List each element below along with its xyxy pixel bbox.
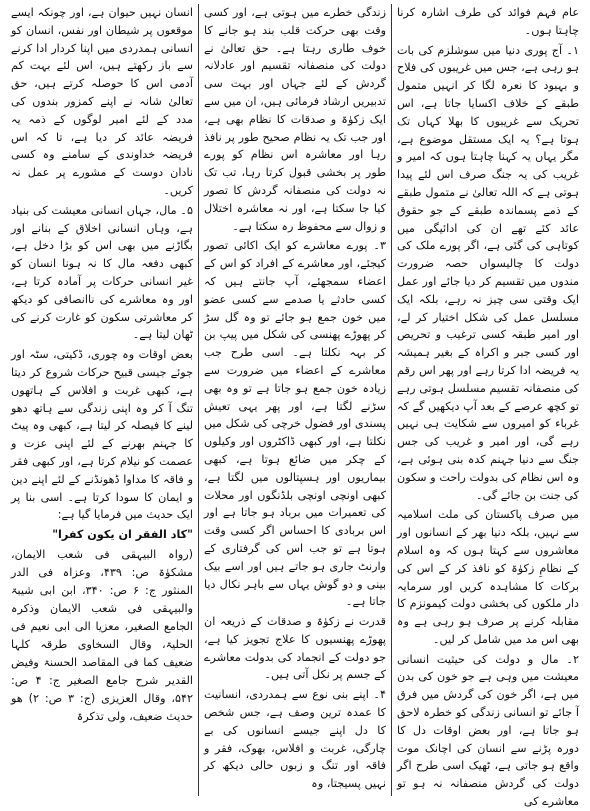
paragraph: میں صرف پاکستان کی ملت اسلامیہ سے نہیں، بلکہ دنیا بھر کے انسانوں اور معاشروں سے کہتا ہوں کہ وہ اسلام کے نظامِ زکوٰۃ کو نافذ کر کے اس کی برکات کا مشاہدہ کریں اور سرمایہ دار ملکوں کی بخشی دولت کیمونزم کا مقابلہ کرنے پر صرف ہو رہی ہے وہ بھی اس مد میں شامل کر لیں۔	[397, 508, 579, 646]
hadith-quote: "کاد الفقر ان یکون کفرا"	[52, 528, 193, 542]
paragraph: بعض اوقات وہ چوری، ڈکیتی، سٹہ اور جوئے جیسی قبیح حرکات شروع کر دیتا ہے، کبھی غربت و افلاس کے ہاتھوں تنگ آ کر وہ اپنی زندگی سے ہاتھ دھو لینے کا فیصلہ کر لیتا ہے، کبھی وہ پیٹ کا جہنم بھرنے کے لئے اپنی عزت و عصمت کو نیلام کرتا ہے، اور کبھی فقر و فاقہ کا مداوا ڈھونڈنے کے لئے اپنے دین و ایمان کا سودا کرتا ہے۔ اسی بنا پر ایک حدیث میں فرمایا گیا ہے:	[11, 348, 193, 522]
paragraph: ۲۔ مال و دولت کی حیثیت انسانی معیشت میں وہی ہے جو خون کی بدن میں ہے، اگر خون کی گردش میں فرق آ جائے تو انسانی زندگی کو خطرہ لاحق ہو جاتا ہے، اور بعض اوقات دل کا دورہ پڑنے سے انسان کی اچانک موت واقع ہو جاتی ہے، ٹھیک اسی طرح اگر دولت کی گردش منصفانہ نہ ہو تو معاشرے کی	[397, 652, 579, 809]
column-left	[6, 4, 198, 796]
paragraph: عام فہم فوائد کی طرف اشارہ کرنا چاہتا ہوں۔	[397, 6, 579, 37]
paragraph: قدرت نے زکوٰۃ و صدقات کے ذریعہ ان پھوڑے پھنسیوں کا علاج تجویز کیا ہے، جو دولت کے انجماد کی بدولت معاشرے کے جسم پر نکل آتی ہیں۔	[204, 615, 386, 682]
three-column-layout	[6, 4, 584, 809]
paragraph: ۱۔ آج پوری دنیا میں سوشلزم کی بات ہو رہی ہے، جس میں غریبوں کی فلاح و بہبود کا نعرہ لگا کر انہیں متمول طبقے کے خلاف اکسایا جاتا ہے، اس تحریک سے غریبوں کا بھلا کہاں تک ہوتا ہے؟ یہ ایک مستقل موضوع ہے، مگر یہاں یہ کہنا چاہتا ہوں کہ امیر و غریب کی یہ جنگ صرف اس لئے پیدا ہوتی ہے کہ اللہ تعالیٰ نے متمول طبقے کے ذمے پسماندہ طبقے کے جو حقوق عائد کئے تھے ان کی ادائیگی میں کوتاہی کی گئی ہے، اگر پورے ملک کی دولت کا چالیسواں حصہ ضرورت مندوں میں تقسیم کر دیا جائے اور عمل ایک وقتی سی چیز نہ رہے، بلکہ ایک مسلسل عمل کی شکل اختیار کر لے، اور امیر طبقہ کسی ترغیب و تحریص اور کسی جبر و اکراہ کے بغیر ہمیشہ یہ فریضہ ادا کرتا رہے اور پھر اس رقم کی منصفانہ تقسیم مسلسل ہوتی رہے تو کچھ عرصے کے بعد آپ دیکھیں گے کہ غرباء کو امیروں سے شکایت ہی نہیں رہے گی، اور امیر و غریب کی جس جنگ سے دنیا جہنم کدہ بنی ہوئی ہے، وہ اس نظام کی بدولت راحت و سکون کی جنت بن جائے گی۔	[397, 43, 579, 502]
paragraph: ۳۔ پورے معاشرے کو ایک اکائی تصور کیجئے، اور معاشرے کے افراد کو اس کے اعضاء سمجھئے، آپ جانتے ہیں کہ کسی حادثے یا صدمے سے کسی عضو میں خون جمع ہو جائے تو وہ گل سڑ کر پھوڑے پھنسی کی شکل میں پیپ بن کر بہہ نکلتا ہے۔ اسی طرح جب معاشرے کے اعضاء میں ضرورت سے زیادہ خون جمع ہو جاتا ہے تو وہ بھی سڑنے لگتا ہے، اور پھر یہی تعیش پسندی اور فضول خرچی کی شکل میں نکلتا ہے، اور کبھی ڈاکٹروں اور وکیلوں کے چکر میں ضائع ہوتا ہے، کبھی بیماریوں اور ہسپتالوں میں لگتا ہے، کبھی اونچی اونچی بلڈنگوں اور محلات کی تعمیرات میں برباد ہو جاتا ہے اور اس بربادی کا احساس اگر کسی وقت ہوتا ہے تو جب اس کی گرفتاری کے وارنٹ جاری ہو جاتے ہیں اور اسے بیک بینی و دو گوش یہاں سے باہر نکال دیا جاتا ہے۔	[204, 239, 386, 609]
hadith-citation: (رواہ البیہقی فی شعب الایمان، مشکوٰۃ ص: ۴۳۹، وعزاہ فی الدر المنثور ج: ۶ ص: ۳۴۰، ابن ابی شیبۃ والبیہقی فی شعب الایمان وذکرہ الجامع الصغیر، معزیا الی ابی نعیم فی الحلیۃ، وقال السخاوی طرقہ کلہا ضعیف کما فی المقاصد الحسنۃ وفیض القدیر شرح جامع الصغیر ج: ۴ ص: ۵۴۲، وقال العزیزی (ج: ۳ ص: ۲) ھو حدیث ضعیف، ولی تذکرۃ	[11, 547, 193, 723]
paragraph: ۵۔ مال، جہاں انسانی معیشت کی بنیاد ہے، وہاں انسانی اخلاق کے بنانے اور بگاڑنے میں بھی اس کو بڑا دخل ہے، کبھی دفعہ مال کا نہ ہونا انسان کو غیر انسانی حرکات پر آمادہ کرتا ہے، اور وہ معاشرے کی ناانصافی کو دیکھ کر معاشرتی سکون کو غارت کرنے کی ٹھان لیتا ہے۔	[11, 203, 193, 342]
paragraph: زندگی خطرے میں ہوتی ہے، اور کسی وقت بھی حرکت قلب بند ہو جانے کا خوف طاری رہتا ہے۔ حق تعالیٰ نے دولت کی منصفانہ تقسیم اور عادلانہ گردش کے لئے جہاں اور بہت سی تدبیریں ارشاد فرمائی ہیں، ان میں سے ایک زکوٰۃ و صدقات کا نظام بھی ہے، اور جب تک یہ نظام صحیح طور پر نافذ رہا اور معاشرہ اس نظام کو پورے طور پر بخشی قبول کرتا رہا، تب تک نہ دولت کی منصفانہ گردش کا تصور کیا جا سکتا ہے، اور نہ معاشرہ اختلال و زوال سے محفوظ رہ سکتا ہے۔	[204, 6, 386, 233]
column-middle	[198, 4, 391, 796]
column-right	[391, 4, 584, 809]
paragraph: انسان نہیں حیوان ہے، اور چونکہ ایسے موقعوں پر شیطان اور نفس، انسان کو انسانی ہمدردی میں اپنا کردار ادا کرنے سے باز رکھتے ہیں، اس لئے بہت کم آدمی اس کا حوصلہ کرتے ہیں، حق تعالیٰ شانہ نے اپنے کمزور بندوں کی مدد کے لئے امیر لوگوں کے ذمہ یہ فریضہ عائد کر دیا ہے، تا کہ اس فریضہ خداوندی کے سامنے وہ کسی نادان دوست کے مشورے پر عمل نہ کریں۔	[11, 6, 193, 197]
paragraph: ۴۔ اپنے بنی نوع سے ہمدردی، انسانیت کا عمدہ ترین وصف ہے، جس شخص کا دل اپنے جیسے انسانوں کی بے چارگی، غربت و افلاس، بھوک، فقر و فاقہ اور تنگ و زبوں حالی دیکھ کر نہیں پسیجتا، وہ	[204, 688, 386, 791]
